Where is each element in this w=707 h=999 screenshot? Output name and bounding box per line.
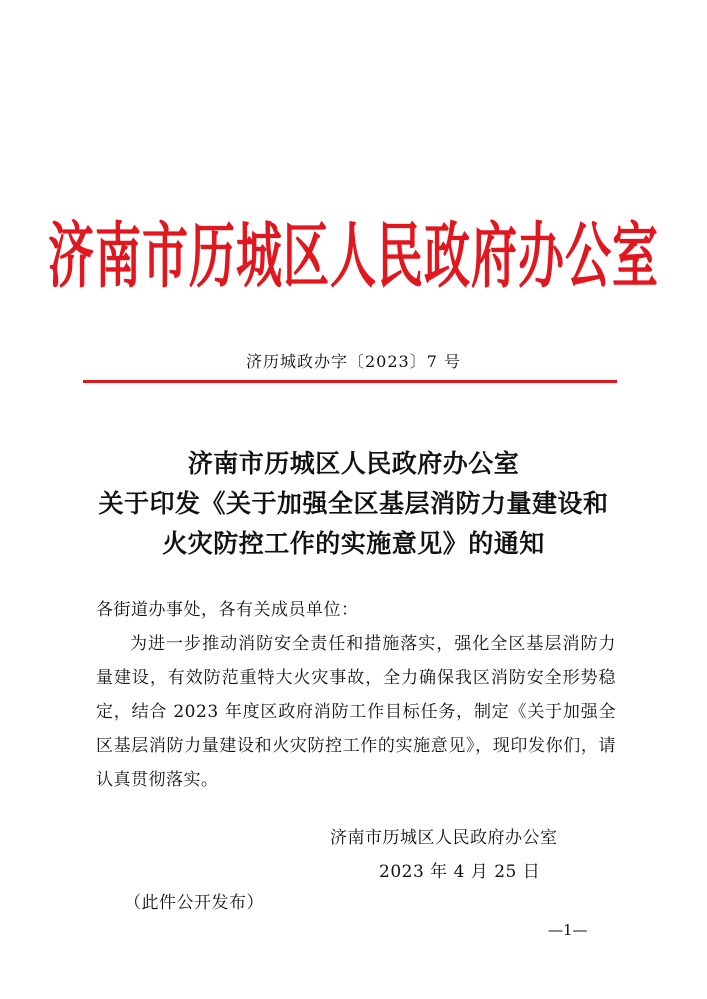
public-release-note: （此件公开发布） [124, 893, 264, 913]
title-line-3: 火灾防控工作的实施意见》的通知 [162, 529, 545, 558]
document-number: 济历城政办字〔2023〕7 号 [246, 352, 461, 371]
document-title [0, 444, 707, 564]
title-line-1: 济南市历城区人民政府办公室 [187, 449, 520, 478]
masthead-title: 济南市历城区人民政府办公室 [48, 213, 659, 298]
red-divider-line [83, 380, 617, 383]
title-line-2: 关于印发《关于加强全区基层消防力量建设和 [98, 489, 609, 518]
body-paragraph: 为进一步推动消防安全责任和措施落实，强化全区基层消防力量建设，有效防范重特大火灾事故，全力确保我区消防安全形势稳定，结合 2023 年度区政府消防工作目标任务，制定《关于加强全区基层消防力量建设和火灾防控工作的实施意见》，现印发你们，请认真贯彻落实。 [96, 634, 616, 790]
issuing-office: 济南市历城区人民政府办公室 [330, 828, 558, 848]
salutation: 各街道办事处，各有关成员单位： [96, 600, 359, 620]
document-body [96, 593, 616, 797]
issue-date: 2023 年 4 月 25 日 [379, 862, 541, 882]
page-number: —1— [548, 921, 588, 939]
